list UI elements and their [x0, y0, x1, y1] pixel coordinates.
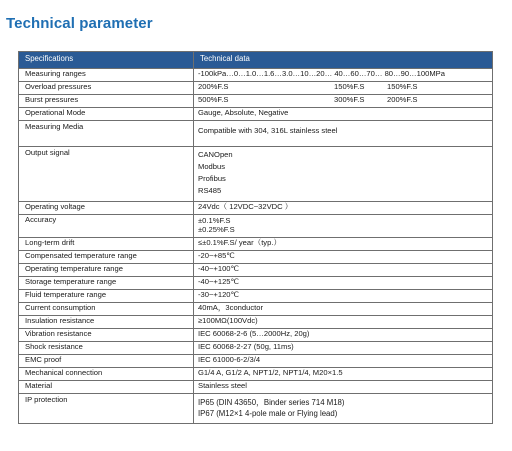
spec-value [194, 277, 493, 290]
value-col: 200%F.S [387, 95, 418, 104]
value-col: 150%F.S [387, 82, 418, 91]
spec-name: Insulation resistance [19, 316, 194, 329]
table-row [19, 215, 493, 238]
spec-name: Long-term drift [19, 238, 194, 251]
table-row [19, 342, 493, 355]
spec-value [194, 215, 493, 238]
spec-value [194, 381, 493, 394]
table-row [19, 355, 493, 368]
value-line: IEC 60068-2-27 (50g, 11ms) [198, 342, 294, 351]
table-row [19, 329, 493, 342]
spec-value [194, 202, 493, 215]
spec-name: EMC proof [19, 355, 194, 368]
value-line: -20~+85℃ [198, 251, 235, 260]
table-row [19, 147, 493, 202]
table-row [19, 82, 493, 95]
value-line: ±0.25%F.S [198, 225, 235, 235]
spec-name: Fluid temperature range [19, 290, 194, 303]
spec-name: IP protection [19, 394, 194, 424]
table-row [19, 368, 493, 381]
value-line: Profibus [198, 174, 226, 183]
value-line: Stainless steel [198, 381, 247, 390]
spec-name: Vibration resistance [19, 329, 194, 342]
spec-value [194, 264, 493, 277]
value-line: RS485 [198, 186, 222, 195]
value-line: ≤±0.1%F.S/ year（typ.） [198, 238, 282, 247]
spec-name: Compensated temperature range [19, 251, 194, 264]
table-row [19, 316, 493, 329]
spec-name: Output signal [19, 147, 194, 202]
header-specifications: Specifications [19, 52, 194, 69]
value-line: CANOpen [198, 150, 233, 159]
table-row [19, 121, 493, 147]
spec-name: Burst pressures [19, 95, 194, 108]
table-row [19, 394, 493, 424]
spec-value [194, 368, 493, 381]
spec-table [18, 51, 493, 424]
value-line: -40~+125℃ [198, 277, 240, 286]
spec-value [194, 238, 493, 251]
spec-name: Current consumption [19, 303, 194, 316]
spec-name: Operating voltage [19, 202, 194, 215]
value-line: IP67 (M12×1 4-pole male or Flying lead) [198, 409, 338, 418]
value-line: Gauge, Absolute, Negative [198, 108, 289, 117]
spec-name: Measuring ranges [19, 69, 194, 82]
value-line: ≥100MΩ(100Vdc) [198, 316, 258, 325]
value-line: -40~+100℃ [198, 264, 240, 273]
value-line: ±0.1%F.S [198, 216, 231, 225]
value-line: -30~+120℃ [198, 290, 240, 299]
header-row [19, 52, 493, 69]
table-row [19, 202, 493, 215]
table-row [19, 69, 493, 82]
value-line: 40mA，3conductor [198, 303, 264, 312]
spec-name: Storage temperature range [19, 277, 194, 290]
spec-value [194, 342, 493, 355]
value-col: 200%F.S [198, 82, 229, 91]
spec-value [194, 290, 493, 303]
spec-name: Overload pressures [19, 82, 194, 95]
spec-value [194, 82, 493, 95]
value-line: 24Vdc（ 12VDC~32VDC ） [198, 202, 293, 211]
value-line: Compatible with 304, 316L stainless steel [198, 126, 338, 135]
spec-name: Shock resistance [19, 342, 194, 355]
spec-value [194, 147, 493, 202]
spec-name: Operational Mode [19, 108, 194, 121]
table-row [19, 251, 493, 264]
spec-value [194, 394, 493, 424]
spec-value [194, 69, 493, 82]
spec-value [194, 108, 493, 121]
spec-name: Operating temperature range [19, 264, 194, 277]
value-line: G1/4 A, G1/2 A, NPT1/2, NPT1/4, M20×1.5 [198, 368, 343, 377]
spec-value [194, 316, 493, 329]
spec-value [194, 303, 493, 316]
table-row [19, 381, 493, 394]
table-row [19, 238, 493, 251]
spec-value [194, 355, 493, 368]
spec-name: Measuring Media [19, 121, 194, 147]
spec-name: Mechanical connection [19, 368, 194, 381]
value-line: IP65 (DIN 43650，Binder series 714 M18) [198, 398, 345, 407]
value-col: 150%F.S [334, 82, 365, 91]
value-line: IEC 61000-6-2/3/4 [198, 355, 261, 364]
table-row [19, 264, 493, 277]
table-row [19, 290, 493, 303]
value-line: Modbus [198, 162, 226, 171]
header-technical-data: Technical data [194, 52, 493, 69]
table-row [19, 303, 493, 316]
spec-name: Material [19, 381, 194, 394]
table-row [19, 277, 493, 290]
spec-value [194, 95, 493, 108]
spec-value [194, 121, 493, 147]
table-row [19, 108, 493, 121]
value-col: 500%F.S [198, 95, 229, 104]
value-line: IEC 60068-2-6 (5…2000Hz, 20g) [198, 329, 310, 338]
table-row [19, 95, 493, 108]
spec-value [194, 329, 493, 342]
value-col: 300%F.S [334, 95, 365, 104]
value-line: -100kPa…0…1.0…1.6…3.0…10…20… 40…60…70… 80…90…100MPa [198, 69, 445, 78]
page-title: Technical parameter [6, 15, 153, 32]
spec-name: Accuracy [19, 215, 194, 238]
spec-value [194, 251, 493, 264]
